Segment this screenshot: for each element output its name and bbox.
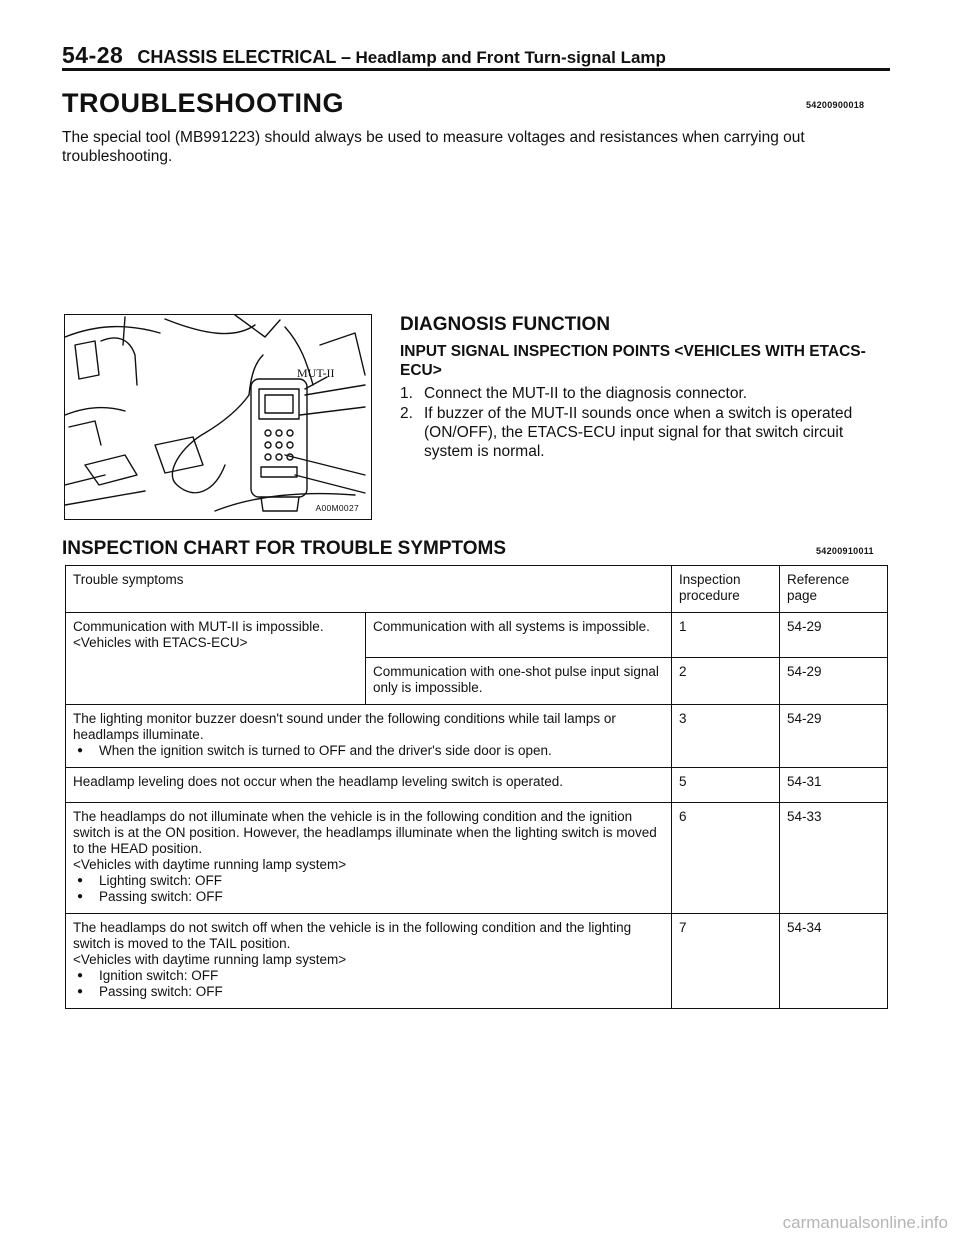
symptom-cell: Headlamp leveling does not occur when the headlamp leveling switch is operated. <box>66 768 672 803</box>
table-row <box>66 613 888 658</box>
section-subtitle: Headlamp and Front Turn-signal Lamp <box>355 48 666 67</box>
symptom-cell <box>66 803 672 914</box>
header-rule <box>62 68 890 71</box>
figure-label: MUT-II <box>297 366 335 380</box>
symptom-note: <Vehicles with daytime running lamp system> <box>73 857 347 872</box>
watermark: carmanualsonline.info <box>782 1213 948 1232</box>
condition-bullet: ● Passing switch: OFF <box>73 984 665 1000</box>
condition-bullet: ● Passing switch: OFF <box>73 889 665 905</box>
procedure-cell: 3 <box>672 705 780 768</box>
table-header-row <box>66 566 888 613</box>
section-title: CHASSIS ELECTRICAL – <box>137 47 352 67</box>
symptom-cell <box>66 914 672 1009</box>
symptom-cell: Communication with all systems is impossible. <box>366 613 672 658</box>
procedure-cell: 6 <box>672 803 780 914</box>
diagnosis-step: 2. If buzzer of the MUT-II sounds once when a switch is operated (ON/OFF), the ETACS-ECU input signal for that switch circuit system is normal. <box>400 405 853 460</box>
header-reference: Reference page <box>780 566 888 613</box>
figure-caption: A00M0027 <box>315 503 359 513</box>
mut-ii-illustration <box>65 315 371 519</box>
page-number: 54-28 <box>62 42 124 68</box>
inspection-chart-title: INSPECTION CHART FOR TROUBLE SYMPTOMS <box>62 538 507 559</box>
procedure-cell: 5 <box>672 768 780 803</box>
symptom-cell: Communication with one-shot pulse input signal only is impossible. <box>366 658 672 705</box>
procedure-cell: 2 <box>672 658 780 705</box>
symptom-cell <box>66 705 672 768</box>
diagnosis-steps <box>400 384 890 462</box>
troubleshooting-code: 54200900018 <box>806 100 865 110</box>
condition-bullet: ● When the ignition switch is turned to OFF and the driver's side door is open. <box>73 743 665 759</box>
reference-cell: 54-31 <box>780 768 888 803</box>
reference-cell: 54-29 <box>780 613 888 658</box>
diagnosis-subtitle: INPUT SIGNAL INSPECTION POINTS <VEHICLES WITH ETACS-ECU> <box>400 343 866 379</box>
symptom-note: <Vehicles with daytime running lamp system> <box>73 952 347 967</box>
reference-cell: 54-29 <box>780 705 888 768</box>
page-header <box>62 42 666 69</box>
reference-cell: 54-34 <box>780 914 888 1009</box>
troubleshooting-title: TROUBLESHOOTING <box>62 88 344 118</box>
symptom-text: The headlamps do not switch off when the vehicle is in the following condition and the lighting switch is moved to the TAIL position. <box>73 920 632 951</box>
procedure-cell: 1 <box>672 613 780 658</box>
mut-ii-connection-figure <box>64 314 372 520</box>
header-symptoms: Trouble symptoms <box>66 566 672 613</box>
diagnosis-title: DIAGNOSIS FUNCTION <box>400 314 611 335</box>
inspection-chart-code: 54200910011 <box>816 546 874 556</box>
procedure-cell: 7 <box>672 914 780 1009</box>
diagnosis-step: 1. Connect the MUT-II to the diagnosis connector. <box>400 385 748 402</box>
symptom-text: The lighting monitor buzzer doesn't sound under the following conditions while tail lamps or headlamps illuminate. <box>73 711 616 742</box>
table-row <box>66 914 888 1009</box>
symptom-text: The headlamps do not illuminate when the vehicle is in the following condition and the ignition switch is at the ON position. However, the headlamps illuminate when the lighting switch is moved to the HEAD position. <box>73 809 657 856</box>
symptom-group: Communication with MUT-II is impossible. <Vehicles with ETACS-ECU> <box>66 613 366 705</box>
condition-bullet: ● Lighting switch: OFF <box>73 873 665 889</box>
table-row <box>66 768 888 803</box>
table-row <box>66 803 888 914</box>
trouble-symptoms-table <box>65 565 888 1009</box>
header-procedure: Inspection procedure <box>672 566 780 613</box>
condition-bullet: ● Ignition switch: OFF <box>73 968 665 984</box>
reference-cell: 54-29 <box>780 658 888 705</box>
troubleshooting-intro: The special tool (MB991223) should always be used to measure voltages and resistances when carrying out troubleshooting. <box>62 129 805 165</box>
table-row <box>66 705 888 768</box>
reference-cell: 54-33 <box>780 803 888 914</box>
